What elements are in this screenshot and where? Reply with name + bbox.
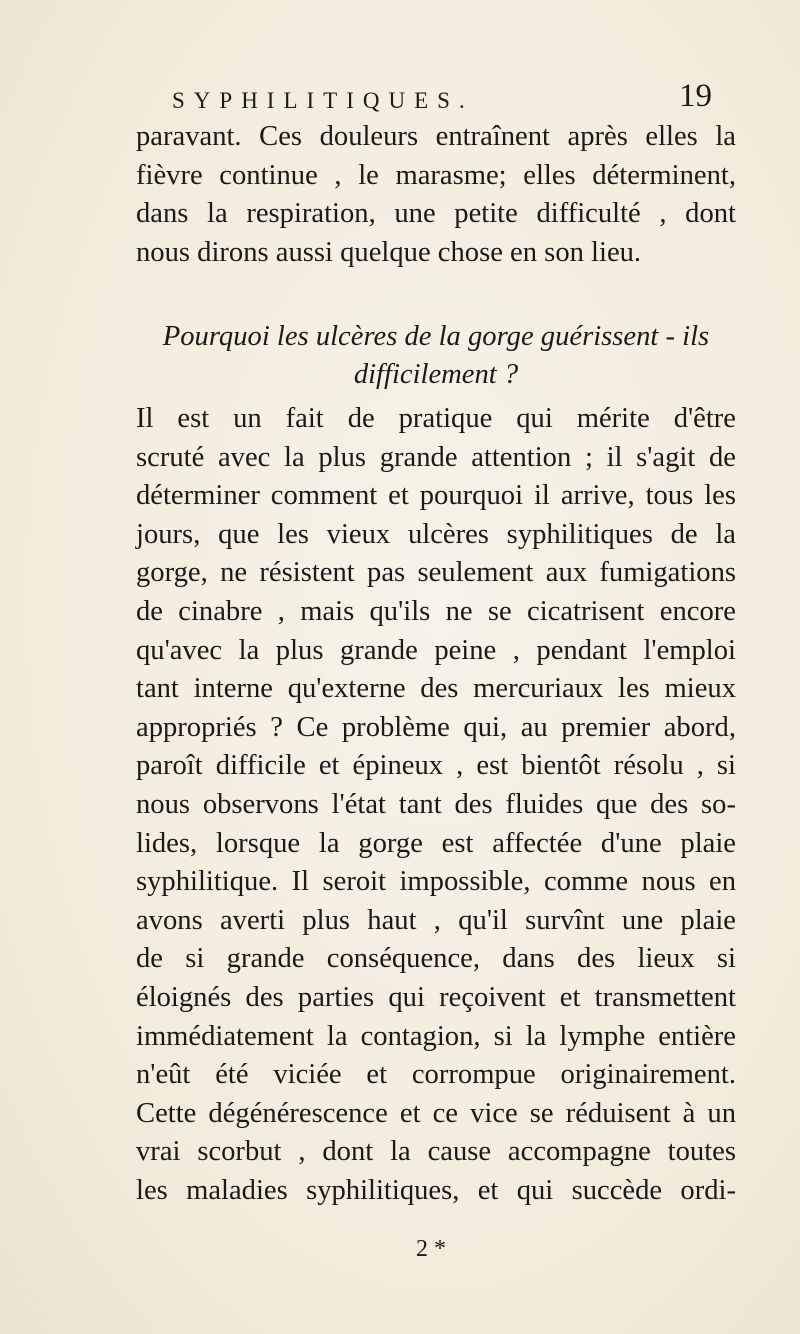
- text-line: qu'avec la plus grande peine , pendant l'emploi: [136, 634, 736, 666]
- page-number: 19: [679, 78, 712, 114]
- text-line: gorge, ne résistent pas seulement aux fumigations: [136, 557, 736, 589]
- text-line: déterminer comment et pourquoi il arrive, tous les: [136, 480, 736, 512]
- text-line: paravant. Ces douleurs entraînent après elles la: [136, 121, 736, 152]
- text-line: les maladies syphilitiques, et qui succède ordi-: [136, 1174, 736, 1206]
- text-line: avons averti plus haut , qu'il survînt une plaie: [136, 904, 736, 936]
- text-line: fièvre continue , le marasme; elles déterminent,: [136, 159, 736, 191]
- text-line: n'eût été viciée et corrompue originairement.: [136, 1059, 736, 1091]
- text-line: dans la respiration, une petite difficulté , dont: [136, 198, 736, 230]
- intro-paragraph: [136, 118, 736, 272]
- section-heading-line-1: Pourquoi les ulcères de la gorge guérissent - ils: [162, 321, 710, 352]
- body-paragraph: [136, 400, 736, 1210]
- text-line: vrai scorbut , dont la cause accompagne toutes: [136, 1136, 736, 1168]
- section-heading-line-2: difficilement ?: [353, 359, 519, 390]
- text-line: paroît difficile et épineux , est bientôt résolu , si: [136, 750, 736, 782]
- text-line: scruté avec la plus grande attention ; il s'agit de: [136, 441, 736, 473]
- text-line: de cinabre , mais qu'ils ne se cicatrisent encore: [136, 595, 736, 627]
- running-head: SYPHILITIQUES.: [172, 88, 474, 113]
- text-line: immédiatement la contagion, si la lymphe entière: [136, 1020, 736, 1052]
- text-line: éloignés des parties qui reçoivent et transmettent: [136, 981, 736, 1013]
- signature-mark: 2 *: [416, 1236, 446, 1262]
- text-line: Il est un fait de pratique qui mérite d'être: [136, 403, 736, 434]
- text-line: nous observons l'état tant des fluides que des so-: [136, 788, 736, 820]
- text-line: lides, lorsque la gorge est affectée d'une plaie: [136, 827, 736, 859]
- text-line: syphilitique. Il seroit impossible, comme nous en: [136, 866, 736, 898]
- text-line: jours, que les vieux ulcères syphilitiques de la: [136, 518, 736, 550]
- section-heading: [136, 318, 736, 394]
- page-header: [172, 70, 712, 120]
- text-line: Cette dégénérescence et ce vice se réduisent à un: [136, 1097, 736, 1129]
- text-line: appropriés ? Ce problème qui, au premier abord,: [136, 711, 736, 743]
- text-line: nous dirons aussi quelque chose en son lieu.: [136, 236, 642, 268]
- text-line: de si grande conséquence, dans des lieux si: [136, 943, 736, 975]
- text-line: tant interne qu'externe des mercuriaux les mieux: [136, 673, 736, 705]
